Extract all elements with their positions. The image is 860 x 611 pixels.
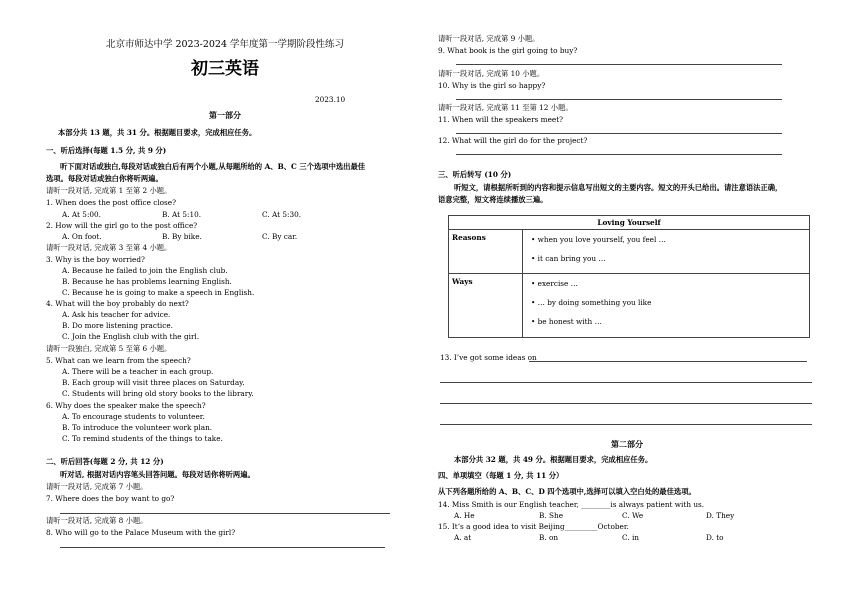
way-item: • exercise … <box>531 279 578 288</box>
page-title: 初三英语 <box>191 59 259 79</box>
q13-answer-line-3[interactable] <box>440 403 812 404</box>
q7-answer-line[interactable] <box>60 513 390 514</box>
q4-stem: 4. What will the boy probably do next? <box>46 299 189 308</box>
reason-item: • when you love yourself, you feel … <box>531 235 666 244</box>
sec3-title: 三、听后转写 (10 分) <box>438 170 512 179</box>
reasons-label: Reasons <box>449 230 523 274</box>
reason-item: • it can bring you … <box>531 254 606 263</box>
group-9: 请听一段对话, 完成第 9 小题。 <box>438 34 540 43</box>
sec4-instr: 从下列各题所给的 A、B、C、D 四个选项中,选择可以填入空白处的最佳选项。 <box>438 487 696 496</box>
part1-title: 第一部分 <box>209 110 241 120</box>
q3-option-b[interactable]: B. Because he has problems learning English. <box>62 277 232 286</box>
q11-answer-line[interactable] <box>456 133 782 134</box>
q1-stem: 1. When does the post office close? <box>46 198 177 207</box>
q4-option-b[interactable]: B. Do more listening practice. <box>62 321 173 330</box>
q13-answer-line-1[interactable] <box>529 361 807 362</box>
q5-option-c[interactable]: C. Students will bring old story books to the library. <box>62 389 254 398</box>
sec1-title: 一、听后选择(每题 1.5 分, 共 9 分) <box>46 146 167 155</box>
q12-answer-line[interactable] <box>456 154 782 155</box>
way-item: • … by doing something you like <box>531 298 652 307</box>
q13-answer-line-2[interactable] <box>440 382 812 383</box>
q15-option-b[interactable]: B. on <box>539 533 559 542</box>
q10-stem: 10. Why is the girl so happy? <box>438 81 546 90</box>
q5-stem: 5. What can we learn from the speech? <box>46 356 191 365</box>
q6-stem: 6. Why does the speaker make the speech? <box>46 401 206 410</box>
school-line: 北京市师达中学 2023-2024 学年度第一学期阶段性练习 <box>105 39 345 50</box>
q5-option-a[interactable]: A. There will be a teacher in each group. <box>62 367 214 376</box>
reasons-cell <box>523 230 810 274</box>
q4-option-a[interactable]: A. Ask his teacher for advice. <box>62 310 171 319</box>
q6-option-a[interactable]: A. To encourage students to volunteer. <box>62 412 205 421</box>
q5-option-b[interactable]: B. Each group will visit three places on Saturday. <box>62 378 245 387</box>
q2-option-c[interactable]: C. By car. <box>262 232 298 241</box>
q1-option-c[interactable]: C. At 5:30. <box>262 210 302 219</box>
q2-option-b[interactable]: B. By bike. <box>162 232 202 241</box>
loving-yourself-table <box>448 215 810 338</box>
q15-option-a[interactable]: A. at <box>454 533 472 542</box>
q4-option-c[interactable]: C. Join the English club with the girl. <box>62 332 200 341</box>
sec1-instr-1: 听下面对话或独白,每段对话或独白后有两个小题,从每题所给的 A、B、C 三个选项中选出最佳 <box>60 162 366 171</box>
q14-option-c[interactable]: C. We <box>622 511 644 520</box>
q3-stem: 3. Why is the boy worried? <box>46 255 145 264</box>
q12-stem: 12. What will the girl do for the project? <box>438 136 588 145</box>
q1-option-b[interactable]: B. At 5:10. <box>162 210 202 219</box>
group-11-12: 请听一段对话, 完成第 11 至第 12 小题。 <box>438 103 573 112</box>
sec2-instr: 听对话, 根据对话内容笔头回答问题。每段对话你将听两遍。 <box>60 470 255 479</box>
q8-stem: 8. Who will go to the Palace Museum with the girl? <box>46 528 236 537</box>
ways-cell <box>523 274 810 338</box>
part1-desc: 本部分共 13 题，共 31 分。根据题目要求，完成相应任务。 <box>58 128 257 137</box>
q3-option-c[interactable]: C. Because he is going to make a speech in English. <box>62 288 255 297</box>
q1-option-a[interactable]: A. At 5:00. <box>62 210 102 219</box>
q14-option-b[interactable]: B. She <box>539 511 564 520</box>
sec1-instr-2: 选项。每段对话或独白你将听两遍。 <box>46 174 163 183</box>
date: 2023.10 <box>315 95 346 104</box>
sec2-title: 二、听后回答(每题 2 分, 共 12 分) <box>46 457 164 466</box>
q2-option-a[interactable]: A. On foot. <box>62 232 102 241</box>
q15-option-c[interactable]: C. in <box>622 533 639 542</box>
sec4-title: 四、单项填空（每题 1 分, 共 11 分） <box>438 471 564 480</box>
part2-title: 第二部分 <box>611 439 643 449</box>
q9-stem: 9. What book is the girl going to buy? <box>438 46 578 55</box>
q10-answer-line[interactable] <box>456 99 782 100</box>
q11-stem: 11. When will the speakers meet? <box>438 115 564 124</box>
way-item: • be honest with … <box>531 317 602 326</box>
q6-option-b[interactable]: B. To introduce the volunteer work plan. <box>62 423 213 432</box>
q9-answer-line[interactable] <box>456 64 782 65</box>
group-1-2: 请听一段对话, 完成第 1 至第 2 小题。 <box>46 186 172 195</box>
q8-answer-line[interactable] <box>60 547 385 548</box>
q13-answer-line-4[interactable] <box>440 424 812 425</box>
q2-stem: 2. How will the girl go to the post office? <box>46 221 198 230</box>
group-8: 请听一段对话, 完成第 8 小题。 <box>46 516 148 525</box>
group-5-6: 请听一段独白, 完成第 5 至第 6 小题。 <box>46 344 172 353</box>
group-3-4: 请听一段对话, 完成第 3 至第 4 小题。 <box>46 243 172 252</box>
sec3-instr-1: 听短文，请根据所听到的内容和提示信息写出短文的主要内容。短文的开头已给出。请注意语法正确， <box>454 183 783 192</box>
ways-label: Ways <box>449 274 523 338</box>
q14-option-d[interactable]: D. They <box>706 511 735 520</box>
q7-stem: 7. Where does the boy want to go? <box>46 494 175 503</box>
q6-option-c[interactable]: C. To remind students of the things to take. <box>62 434 223 443</box>
q14-option-a[interactable]: A. He <box>454 511 475 520</box>
sec3-instr-2: 语意完整，短文将连续播放三遍。 <box>438 195 548 204</box>
group-7: 请听一段对话, 完成第 7 小题。 <box>46 482 148 491</box>
q13-start: 13. I’ve got some ideas on <box>440 353 537 362</box>
group-10: 请听一段对话, 完成第 10 小题。 <box>438 69 545 78</box>
part2-desc: 本部分共 32 题，共 49 分。根据题目要求，完成相应任务。 <box>454 455 653 464</box>
q3-option-a[interactable]: A. Because he failed to join the English club. <box>62 266 228 275</box>
q15-option-d[interactable]: D. to <box>706 533 724 542</box>
q14-stem: 14. Miss Smith is our English teacher, ________is always patient with us. <box>438 500 705 509</box>
q15-stem: 15. It’s a good idea to visit Beijing_________October. <box>438 522 629 531</box>
table-title: Loving Yourself <box>449 216 810 230</box>
